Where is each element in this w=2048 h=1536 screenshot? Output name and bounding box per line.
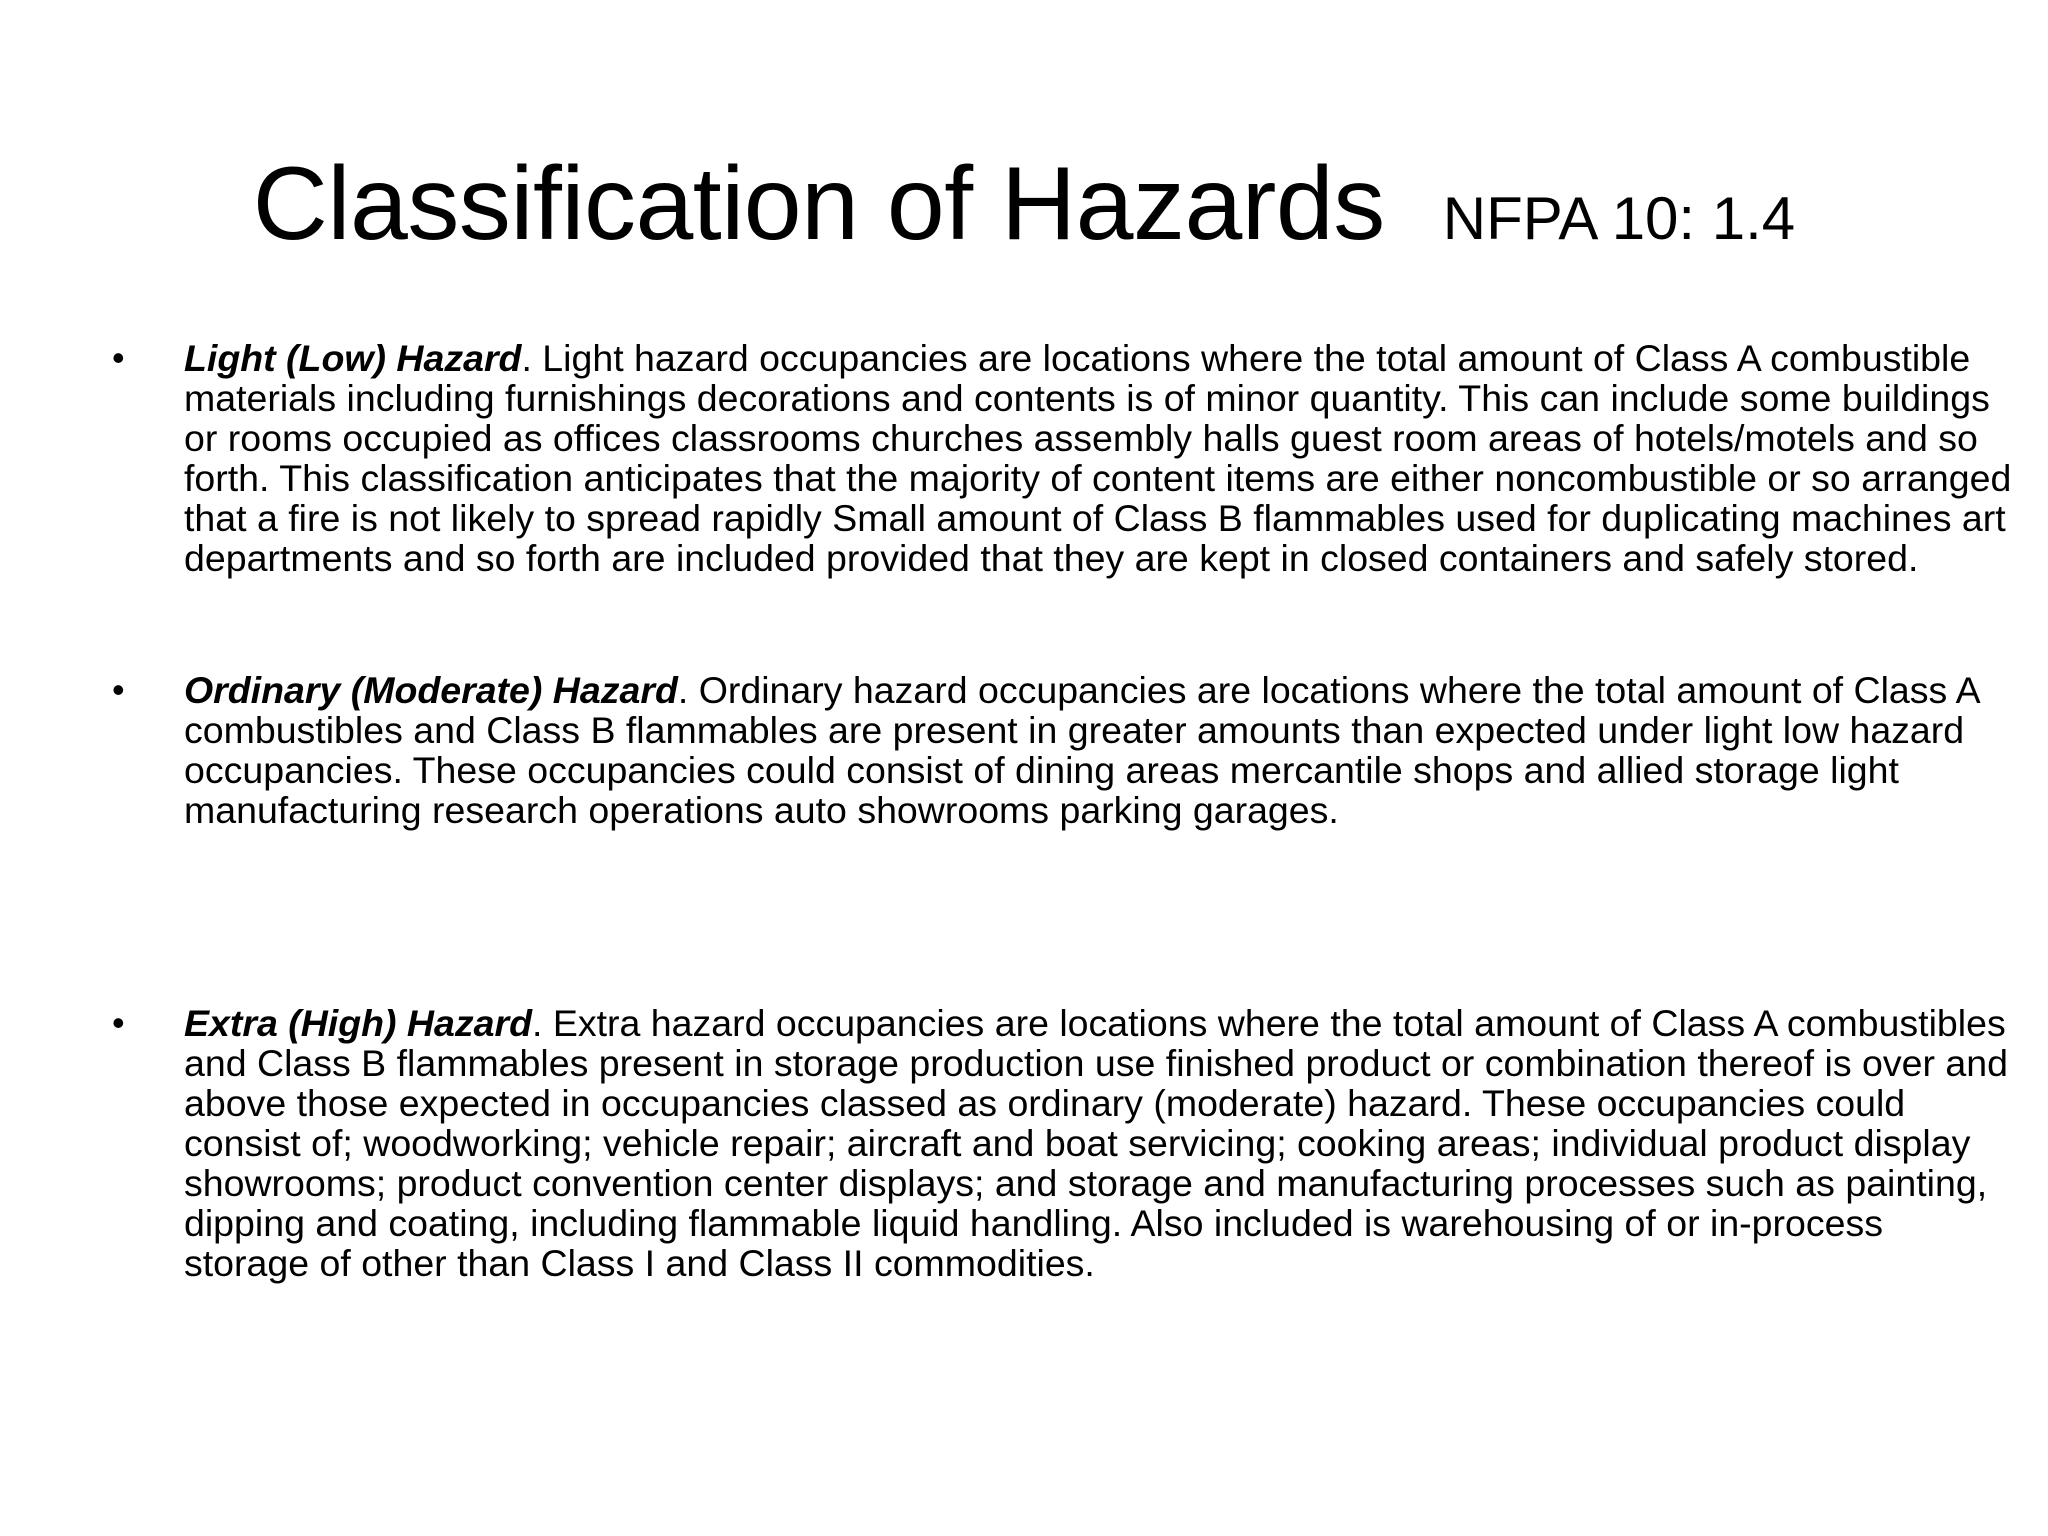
- bullet-term: Ordinary (Moderate) Hazard: [184, 669, 678, 711]
- slide-title: Classification of Hazards: [252, 146, 1385, 262]
- bullet-text: [184, 670, 2014, 830]
- bullet-text: [184, 1003, 2014, 1283]
- bullet-term: Extra (High) Hazard: [184, 1002, 532, 1044]
- bullet-icon: •: [112, 337, 125, 378]
- bullet-icon: •: [112, 1002, 125, 1043]
- standard-reference: NFPA 10: 1.4: [1442, 185, 1796, 252]
- bullet-description: . Extra hazard occupancies are locations where the total amount of Class A combustibles and Class B flammables present in storage production use finished product or combination thereof is over and above those expected in occupancies classed as ordinary (moderate) hazard. These occupancies could consist of; woodworking; vehicle repair; aircraft and boat servicing; cooking areas; individual product display showrooms; product convention center displays; and storage and manufacturing processes such as painting, dipping and coating, including flammable liquid handling. Also included is warehousing of or in-process storage of other than Class I and Class II commodities.: [184, 1002, 2008, 1284]
- bullet-description: . Light hazard occupancies are locations where the total amount of Class A combustible materials including furnishings decorations and contents is of minor quantity. This can include some buildings or rooms occupied as offices classrooms churches assembly halls guest room areas of hotels/motels and so forth. This classification anticipates that the majority of content items are either noncombustible or so arranged that a fire is not likely to spread rapidly Small amount of Class B flammables used for duplicating machines art departments and so forth are included provided that they are kept in closed containers and safely stored.: [184, 337, 2012, 579]
- title-row: [0, 146, 2048, 262]
- bullet-text: [184, 338, 2014, 578]
- bullet-icon: •: [112, 669, 125, 710]
- bullet-description: . Ordinary hazard occupancies are locations where the total amount of Class A combustibles and Class B flammables are present in greater amounts than expected under light low hazard occupancies. These occupancies could consist of dining areas mercantile shops and allied storage light manufacturing research operations auto showrooms parking garages.: [184, 669, 1979, 831]
- bullet-term: Light (Low) Hazard: [184, 337, 522, 379]
